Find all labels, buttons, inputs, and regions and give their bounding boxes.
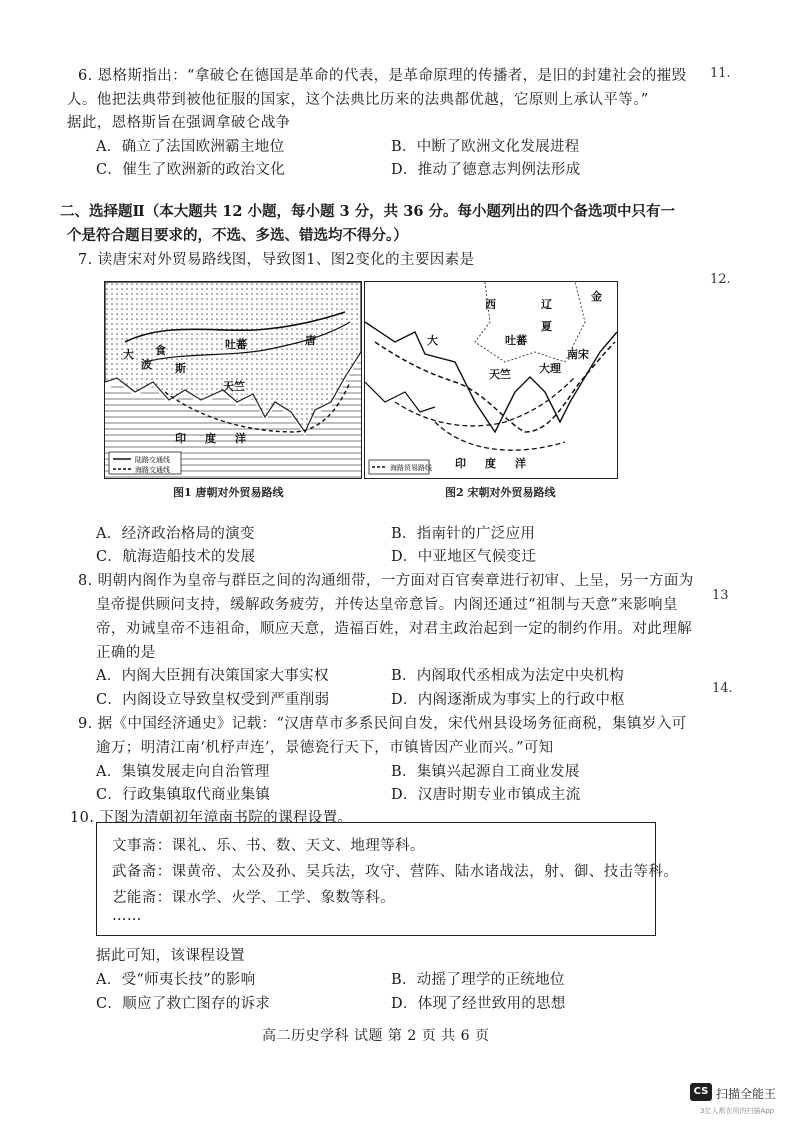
q7-option-c[interactable]: C．航海造船技术的发展 [96,549,256,565]
sea-route [435,422,565,450]
map-label: 天竺 [489,368,511,381]
map-label: 唐 [305,334,316,347]
q6-option-b[interactable]: B．中断了欧洲文化发展进程 [391,139,580,155]
page-footer: 高二历史学科 试题 第 2 页 共 6 页 [262,1028,490,1044]
q9-stem-line: 逾万；明清江南‘机杼声连’，景德瓷行天下，市镇皆因产业而兴。”可知 [96,740,554,756]
q10-option-b[interactable]: B．动摇了理学的正统地位 [391,972,565,988]
q8-option-d[interactable]: D．内阁逐渐成为事实上的行政中枢 [391,692,625,708]
map-label: 洋 [515,457,526,470]
q8-option-a[interactable]: A．内阁大臣拥有决策国家大事实权 [96,668,329,684]
q7-option-d[interactable]: D．中亚地区气候变迁 [391,549,537,565]
curriculum-line: 艺能斋：课水学、火学、工学、象数等科。 [112,890,396,906]
scanner-app-name: 扫描全能王 [716,1087,777,1101]
q8-option-b[interactable]: B．内阁取代丞相成为法定中央机构 [391,668,624,684]
map-label: 度 [205,432,216,445]
q6-option-a[interactable]: A．确立了法国欧洲霸主地位 [96,139,285,155]
q6-option-c[interactable]: C．催生了欧洲新的政治文化 [96,162,285,178]
q6-stem-line: 据此，恩格斯旨在强调拿破仑战争 [67,115,291,131]
margin-number: 11. [710,66,731,81]
map-label: 斯 [175,362,186,375]
map-label: 洋 [235,432,246,445]
q9-option-c[interactable]: C．行政集镇取代商业集镇 [96,787,271,803]
map-label: 辽 [541,298,552,311]
coastline [365,382,435,412]
map-label: 夏 [541,320,552,333]
margin-number: 12. [710,272,731,287]
map-label: 金 [591,290,602,303]
map-label: 印 [175,432,186,445]
curriculum-line: …… [112,908,142,924]
map-label: 南宋 [567,348,589,361]
scanner-logo-icon: CS [690,1083,712,1101]
map-label: 波 [141,358,152,371]
map1-caption: 图1 唐朝对外贸易路线 [173,486,284,499]
q10-after: 据此可知，该课程设置 [96,948,245,964]
map-label: 度 [485,457,496,470]
map-label: 大 [427,334,438,347]
q10-option-a[interactable]: A．受“师夷长技”的影响 [96,972,256,988]
q10-option-c[interactable]: C．顺应了救亡图存的诉求 [96,996,271,1012]
curriculum-line: 文事斋：课礼、乐、书、数、天文、地理等科。 [112,838,425,854]
q9-option-d[interactable]: D．汉唐时期专业市镇成主流 [391,787,581,803]
map-label: 天竺 [223,380,245,393]
q9-stem-line: 9. 据《中国经济通史》记载：“汉唐草市多系民间自发，宋代州县设场务征商税，集镇岁入可 [78,716,687,732]
q9-option-b[interactable]: B．集镇兴起源自工商业发展 [391,764,580,780]
section-heading: 二、选择题Ⅱ（本大题共 12 小题，每小题 3 分，共 36 分。每小题列出的四个备选项中只有一 [60,203,675,220]
q8-option-c[interactable]: C．内阁设立导致皇权受到严重削弱 [96,692,330,708]
q9-option-a[interactable]: A．集镇发展走向自治管理 [96,764,270,780]
map2-caption: 图2 宋朝对外贸易路线 [445,486,556,499]
map-label: 大 [123,348,134,361]
q7-stem: 7. 读唐宋对外贸易路线图，导致图1、图2变化的主要因素是 [78,252,475,268]
section-heading: 个是符合题目要求的，不选、多选、错选均不得分。） [67,227,408,244]
map-tang-svg [105,282,361,478]
map-label: 吐蕃 [225,338,247,351]
q6-option-d[interactable]: D．推动了德意志判例法形成 [391,162,581,178]
q8-stem-line: 8. 明朝内阁作为皇帝与群臣之间的沟通细带，一方面对百官奏章进行初审、上呈，另一方面为 [78,573,694,589]
q8-stem-line: 帝，劝诫皇帝不违祖命，顺应天意，造福百姓，对君主政治起到一定的制约作用。对此理解 [96,621,692,637]
map-label: 西 [485,298,496,311]
margin-number: 13 [712,588,729,603]
legend-label: 海路贸易路线 [390,464,432,472]
q7-option-b[interactable]: B．指南针的广泛应用 [391,526,536,542]
q10-option-d[interactable]: D．体现了经世致用的思想 [391,996,566,1012]
map-label: 大理 [539,362,561,375]
map-tang-trade-routes [104,281,362,479]
map-label: 印 [455,457,466,470]
scanner-tagline: 3亿人都在用的扫描App [700,1107,775,1115]
map-song-svg [365,282,617,478]
q6-stem-line: 人。他把法典带到被他征服的国家，这个法典比历来的法典都优越，它原则上承认平等。” [67,92,649,108]
legend-label: 海路交通线 [135,466,170,474]
margin-number: 14. [712,681,733,696]
q8-stem-line: 皇帝提供顾问支持，缓解政务疲劳，并传达皇帝意旨。内阁还通过“祖制与天意”来影响皇 [96,597,678,613]
sea-route [395,377,575,426]
map-song-trade-routes [364,281,618,479]
q10-stem: 10. 下图为清朝初年漳南书院的课程设置。 [70,810,353,826]
map-label: 食 [155,344,166,357]
q6-stem-line: 6. 恩格斯指出：“拿破仑在德国是革命的代表，是革命原理的传播者，是旧的封建社会的摧毁 [78,68,687,84]
map-label: 吐蕃 [505,334,527,347]
q8-stem-line: 正确的是 [96,645,156,661]
legend-label: 陆路交通线 [135,456,170,464]
curriculum-line: 武备斋：课黄帝、太公及孙、吴兵法，攻守、营阵、陆水诸战法，射、御、技击等科。 [112,864,679,880]
q7-option-a[interactable]: A．经济政治格局的演变 [96,526,255,542]
